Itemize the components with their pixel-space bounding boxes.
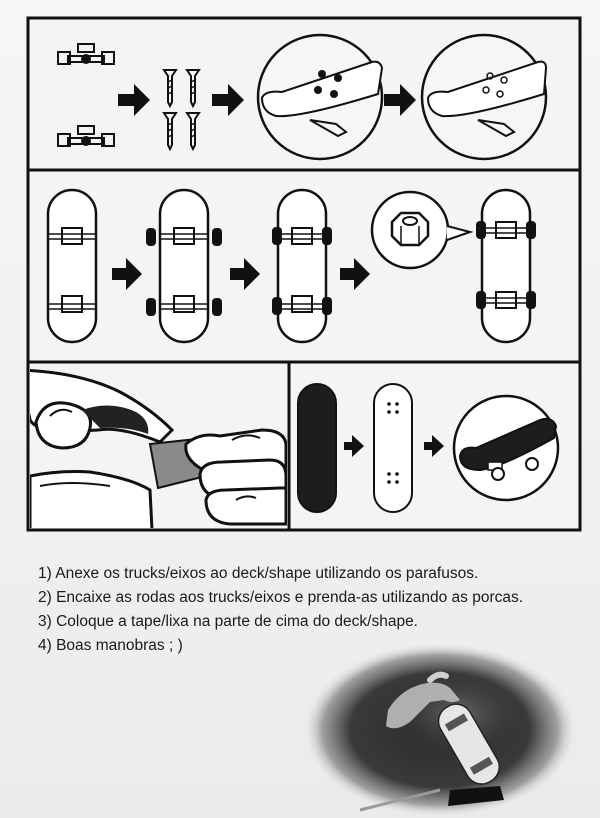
wheel-icon (272, 297, 282, 315)
wheel-icon (272, 227, 282, 245)
instruction-step-3: 3) Coloque a tape/lixa na parte de cima do deck/shape. (38, 613, 418, 630)
instruction-step-2: 2) Encaixe as rodas aos trucks/eixos e prenda-as utilizando as porcas. (38, 589, 524, 606)
wheel-icon (146, 228, 156, 246)
deck-screw-closeup (258, 35, 382, 159)
wheel-icon (322, 227, 332, 245)
finished-skateboard-closeup (454, 396, 558, 500)
instruction-step-1: 1) Anexe os trucks/eixos ao deck/shape utilizando os parafusos. (38, 565, 479, 582)
wheel-icon (146, 298, 156, 316)
griptape-icon (298, 384, 336, 512)
wheel-icon (526, 291, 536, 309)
wheel-icon (212, 228, 222, 246)
instruction-step-4: 4) Boas manobras ; ) (38, 637, 183, 654)
wheel-icon (476, 291, 486, 309)
wheel-icon (526, 221, 536, 239)
wheel-icon (476, 221, 486, 239)
skateboard-deck-icon (476, 190, 536, 342)
wheel-icon (322, 297, 332, 315)
skateboard-deck-icon (272, 190, 332, 342)
skateboard-deck-icon (48, 190, 96, 342)
skateboard-deck-icon (374, 384, 412, 512)
deck-assembled-closeup (422, 35, 546, 159)
fingerboard-photo (300, 640, 580, 818)
wheel-icon (212, 298, 222, 316)
